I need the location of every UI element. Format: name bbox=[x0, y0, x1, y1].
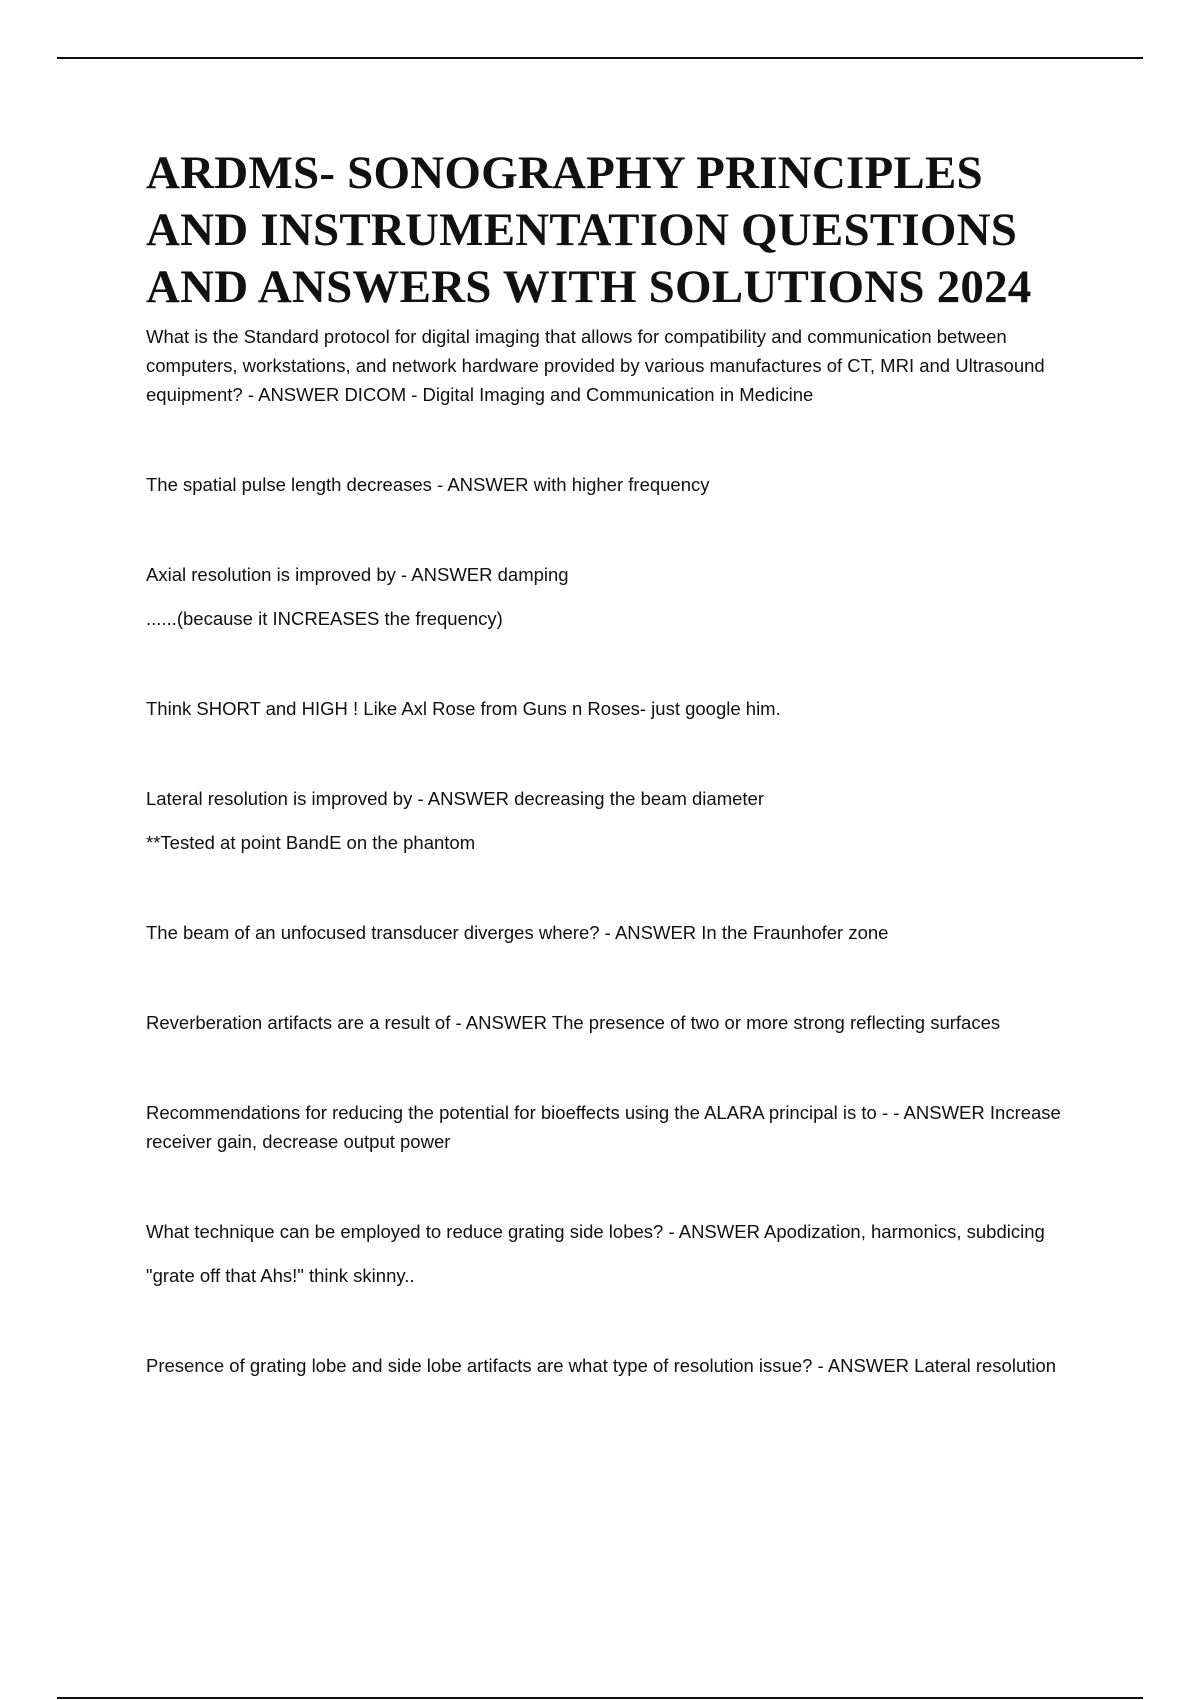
title-line-3: AND ANSWERS WITH SOLUTIONS 2024 bbox=[146, 261, 1032, 313]
qa-text: Lateral resolution is improved by - ANSWER decreasing the beam diameter bbox=[146, 788, 764, 809]
qa-item-5 bbox=[146, 784, 1086, 857]
qa-note: "grate off that Ahs!" think skinny.. bbox=[146, 1265, 415, 1286]
qa-text: The spatial pulse length decreases - ANSWER with higher frequency bbox=[146, 474, 710, 495]
qa-text: Recommendations for reducing the potential for bioeffects using the ALARA principal is to - - ANSWER Increase receiver gain, decrease output power bbox=[146, 1102, 1061, 1152]
qa-item-7 bbox=[146, 1008, 1086, 1037]
qa-item-9 bbox=[146, 1217, 1086, 1290]
qa-text: Presence of grating lobe and side lobe artifacts are what type of resolution issue? - ANSWER Lateral resolution bbox=[146, 1355, 1057, 1376]
document-body bbox=[146, 145, 1086, 1380]
qa-text: Think SHORT and HIGH ! Like Axl Rose from Guns n Roses- just google him. bbox=[146, 698, 781, 719]
qa-text: Reverberation artifacts are a result of - ANSWER The presence of two or more strong reflecting surfaces bbox=[146, 1012, 1001, 1033]
qa-item-1 bbox=[146, 322, 1086, 409]
qa-item-10 bbox=[146, 1351, 1086, 1380]
document-title bbox=[146, 145, 1086, 316]
qa-item-3 bbox=[146, 560, 1086, 633]
qa-text: Axial resolution is improved by - ANSWER damping bbox=[146, 564, 569, 585]
qa-note: ......(because it INCREASES the frequency) bbox=[146, 608, 503, 629]
qa-text: What technique can be employed to reduce grating side lobes? - ANSWER Apodization, harmonics, subdicing bbox=[146, 1221, 1045, 1242]
qa-item-6 bbox=[146, 918, 1086, 947]
qa-text: What is the Standard protocol for digital imaging that allows for compatibility and communication between computers, workstations, and network hardware provided by various manufactures of CT, MRI and Ultrasound equipment? - ANSWER DICOM - Digital Imaging and Communication in Medicine bbox=[146, 326, 1045, 405]
top-rule bbox=[57, 57, 1143, 59]
title-line-2: AND INSTRUMENTATION QUESTIONS bbox=[146, 204, 1018, 256]
qa-item-4 bbox=[146, 694, 1086, 723]
qa-note: **Tested at point BandE on the phantom bbox=[146, 832, 476, 853]
qa-item-2 bbox=[146, 470, 1086, 499]
qa-item-8 bbox=[146, 1098, 1086, 1156]
title-line-1: ARDMS- SONOGRAPHY PRINCIPLES bbox=[146, 147, 983, 199]
qa-text: The beam of an unfocused transducer diverges where? - ANSWER In the Fraunhofer zone bbox=[146, 922, 889, 943]
bottom-rule bbox=[57, 1697, 1143, 1699]
